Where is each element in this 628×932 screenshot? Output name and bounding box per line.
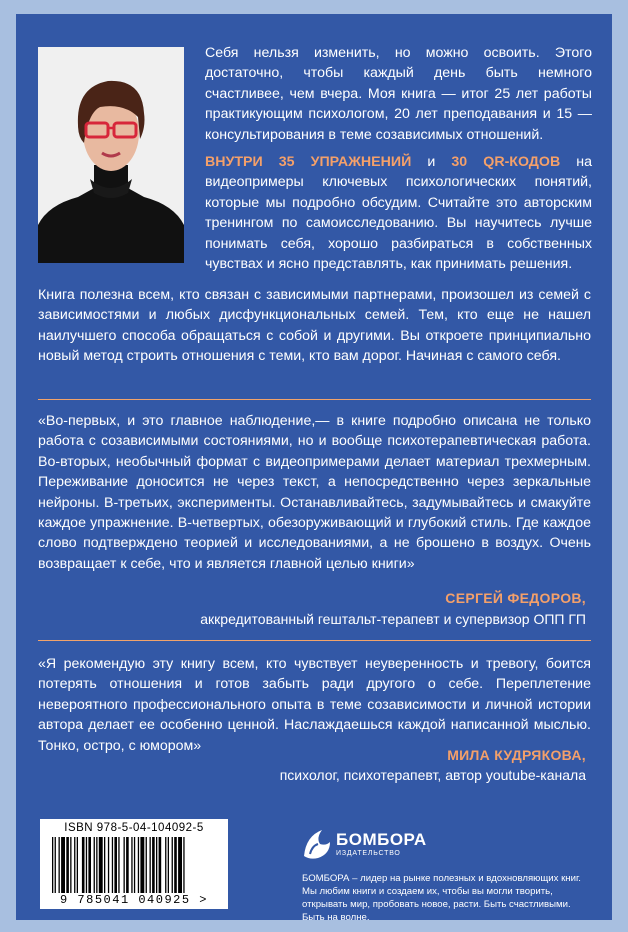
publisher-subtitle: ИЗДАТЕЛЬСТВО xyxy=(336,850,401,857)
review-author-1: СЕРГЕЙ ФЕДОРОВ, xyxy=(445,590,586,606)
barcode-digits: 9 785041 040925 > xyxy=(60,893,208,907)
book-back-cover xyxy=(16,14,612,923)
review-quote-1: «Во-первых, и это главное наблюдение,— в книге подробно описана не только работа с созависимыми состояниями, но и вообще психотерапевтическая работа. Во-вторых, необычный формат с видеопримерами делает материал трехмерным. Переживание доносится не через текст, а непосредственно через зеркальные нейроны. В-третьих, эксперименты. Останавливайтесь, задумывайтесь и смакуйте каждое упражнение. В-четвертых, обезоруживающий и глубокий стиль. Где каждое слово подтверждено теорией и исследованиями, а не брошено в воздух. Очень возвращает к себе, что и является главной целью книги» xyxy=(38,413,591,572)
exercises-highlight: ВНУТРИ 35 УПРАЖНЕНИЙ xyxy=(205,154,412,170)
barcode-block xyxy=(40,819,228,909)
review-author-2: МИЛА КУДРЯКОВА, xyxy=(447,747,586,763)
section-divider xyxy=(38,399,591,400)
section-divider xyxy=(38,640,591,641)
features-text: на видеопримеры ключевых психологических понятий, которые мы подробно обсудим. Считайте это авторским тренингом по самоисследованию. Вы научитесь лучше понимать себя, хорошо разбираться в собственных чувствах и ясно представлять, как принимать решения. xyxy=(205,154,593,273)
features-paragraph xyxy=(205,152,592,274)
conjunction-text: и xyxy=(411,154,452,170)
isbn-label: ISBN 978-5-04-104092-5 xyxy=(64,822,204,834)
publisher-name: БОМБОРА xyxy=(336,830,427,849)
intro-paragraph: Себя нельзя изменить, но можно освоить. Этого достаточно, чтобы каждый день быть немного счастливее, чем вчера. Моя книга — итог 25 лет работы практикующим психологом, 20 лет преподавания и 15 — консультирования в теме созависимых отношений. xyxy=(205,45,592,143)
author-photo xyxy=(38,47,184,263)
review-author-2-role: психолог, психотерапевт, автор youtube-канала xyxy=(279,767,586,783)
publisher-logo xyxy=(302,826,427,865)
bombora-wave-logo-icon xyxy=(302,826,332,860)
main-description: Книга полезна всем, кто связан с зависимыми партнерами, произошел из семей с зависимостями и любых дисфункциональных семей. Тем, кто еще не нашел наилучшего способа обращаться с собой и другими. Вы откроете принципиально новый метод строить отношения с теми, кто вам дорог. Начиная с самого себя. xyxy=(38,287,591,365)
review-quote-2: «Я рекомендую эту книгу всем, кто чувствует неуверенность и тревогу, боится потерять отношения и готов забыть ради другого о себе. Переплетение невероятного профессионального опыта в теме созависимости и личной истории автора делает ее особенно ценной. Наслаждаешься каждой написанной мыслью. Тонко, остро, с юмором» xyxy=(38,656,591,754)
qr-codes-highlight: 30 QR-КОДОВ xyxy=(451,154,561,170)
author-portrait-image xyxy=(38,47,184,263)
review-author-1-role: аккредитованный гештальт-терапевт и супервизор ОПП ГП xyxy=(200,611,586,627)
publisher-blurb: БОМБОРА – лидер на рынке полезных и вдохновляющих книг. Мы любим книги и создаем их, чтобы вы могли творить, открывать мир, пробовать новое, расти. Быть счастливыми. Быть на волне. xyxy=(302,873,581,923)
